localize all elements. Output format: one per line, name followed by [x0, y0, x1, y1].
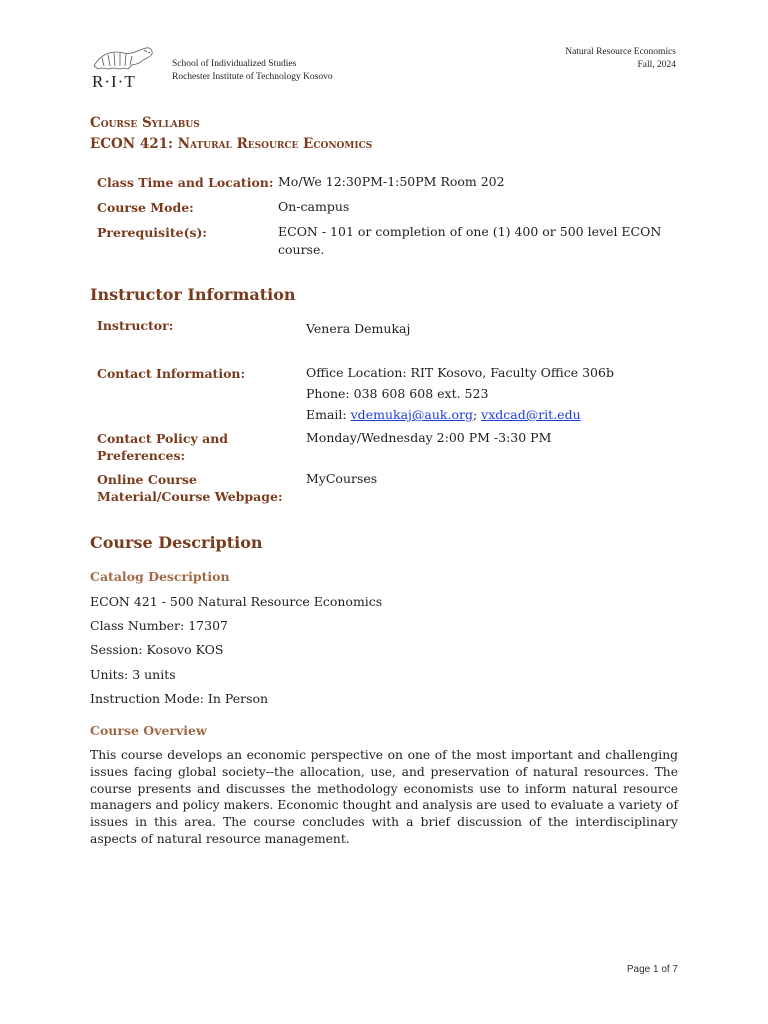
org-school: School of Individualized Studies	[172, 59, 297, 69]
email-line	[306, 406, 614, 424]
course-mode-label: Course Mode:	[97, 200, 194, 215]
org-institute: Rochester Institute of Technology Kosovo	[172, 72, 333, 82]
header-organization	[172, 58, 333, 84]
course-overview-heading: Course Overview	[90, 723, 207, 738]
instructor-label: Instructor:	[97, 318, 174, 333]
catalog-description-heading: Catalog Description	[90, 569, 230, 584]
email-prefix: Email:	[306, 407, 351, 422]
instruction-mode-line: Instruction Mode: In Person	[90, 691, 269, 706]
office-hours-value: Monday/Wednesday 2:00 PM -3:30 PM	[306, 430, 552, 445]
office-location: Office Location: RIT Kosovo, Faculty Office 306b	[306, 365, 614, 380]
course-description-heading: Course Description	[90, 533, 263, 552]
contact-info-label: Contact Information:	[97, 366, 246, 381]
class-time-value: Mo/We 12:30PM-1:50PM Room 202	[278, 174, 505, 189]
phone-number: Phone: 038 608 608 ext. 523	[306, 386, 489, 401]
course-name: Natural Resource Economics	[177, 136, 373, 152]
course-code: ECON 421:	[90, 136, 173, 152]
prerequisites-value	[278, 223, 661, 259]
prerequisites-line1: ECON - 101 or completion of one (1) 400 or 500 level ECON	[278, 224, 662, 239]
rit-logo-text: R·I·T	[92, 72, 136, 91]
email-link-rit[interactable]: vxdcad@rit.edu	[481, 407, 581, 422]
syllabus-title	[90, 115, 200, 132]
instructor-name: Venera Demukaj	[306, 321, 411, 336]
online-material-label-line1: Online Course	[97, 472, 197, 487]
online-material-label	[97, 471, 283, 505]
catalog-course-line: ECON 421 - 500 Natural Resource Economics	[90, 594, 383, 609]
email-separator: ;	[472, 407, 482, 422]
online-material-label-line2: Material/Course Webpage:	[97, 489, 283, 504]
course-title	[90, 136, 372, 153]
header-course-name: Natural Resource Economics	[565, 47, 676, 57]
contact-policy-label-line2: Preferences:	[97, 448, 186, 463]
prerequisites-line2: course.	[278, 242, 325, 257]
units-line: Units: 3 units	[90, 667, 176, 682]
email-link-auk[interactable]: vdemukaj@auk.org	[350, 407, 473, 422]
contact-info-value	[306, 364, 614, 424]
contact-policy-label-line1: Contact Policy and	[97, 431, 229, 446]
class-number-line: Class Number: 17307	[90, 618, 228, 633]
instructor-heading: Instructor Information	[90, 285, 296, 304]
syllabus-title-text: Course Syllabus	[90, 115, 200, 131]
online-material-value: MyCourses	[306, 471, 378, 486]
course-overview-text: This course develops an economic perspective on one of the most important and challenging issues facing global society--the allocation, use, and preservation of natural resources. The course presents and discusses the methodology economists use to inform natural resource managers and policy makers. Economic thought and analysis are used to evaluate a variety of issues in this area. The course concludes with a brief discussion of the interdisciplinary aspects of natural resource management.	[90, 748, 678, 846]
header-course-term	[565, 46, 676, 72]
class-time-label: Class Time and Location:	[97, 175, 274, 190]
contact-policy-label	[97, 430, 228, 464]
prerequisites-label: Prerequisite(s):	[97, 225, 208, 240]
page-number: Page 1 of 7	[626, 964, 678, 975]
course-mode-value: On-campus	[278, 199, 350, 214]
session-line: Session: Kosovo KOS	[90, 642, 224, 657]
header-term: Fall, 2024	[637, 60, 676, 70]
